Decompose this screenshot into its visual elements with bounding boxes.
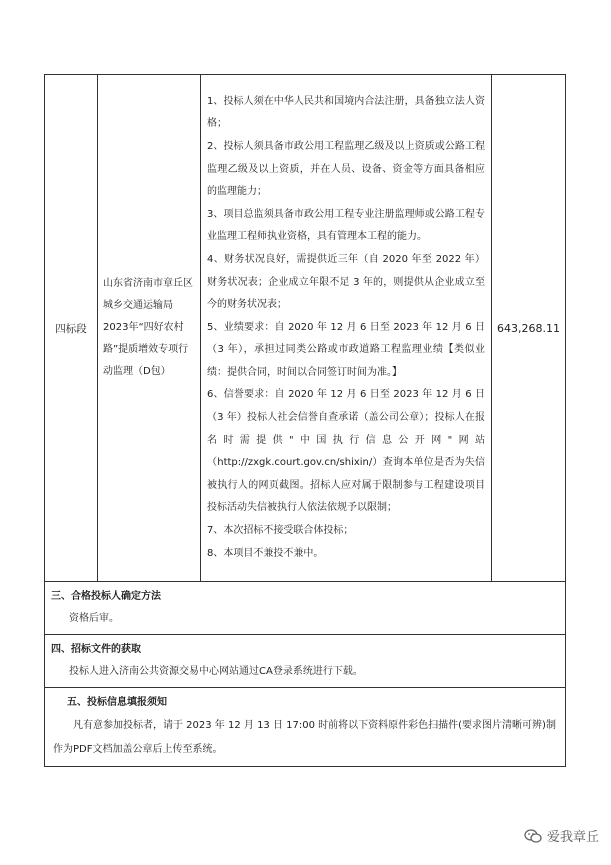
requirement-item: 1、投标人须在中华人民共和国境内合法注册，具备独立法人资格； bbox=[207, 95, 485, 130]
section-text: 资格后审。 bbox=[69, 613, 119, 624]
table-row bbox=[45, 75, 566, 582]
section-row bbox=[45, 688, 566, 767]
amount-cell: 643,268.11 bbox=[492, 75, 566, 582]
section-heading: 三、合格投标人确定方法 bbox=[51, 591, 161, 602]
requirement-item: 3、项目总监须具备市政公用工程专业注册监理师或公路工程专业监理工程师执业资格，具有管理本工程的能力。 bbox=[207, 208, 485, 243]
requirement-item: 6、信誉要求：自 2020 年 12 月 6 日至 2023 年 12 月 6 日（3 年）投标人社会信誉自查承诺（盖公司公章）；投标人在报名时需提供"中国执行信息公开网"网站（http://zxgk.court.gov.cn/shixin/）查询本单位是否为失信被执行人的网页截图。招标人应对属于限制参与工程建设项目投标活动失信被执行人依法依规予以限制； bbox=[207, 389, 485, 514]
section-heading: 五、投标信息填报须知 bbox=[67, 697, 167, 708]
requirement-item: 5、业绩要求：自 2020 年 12 月 6 日至 2023 年 12 月 6 日（3 年），承担过同类公路或市政道路工程监理业绩【类似业绩：提供合同，时间以合同签订时间为准。】 bbox=[207, 321, 485, 378]
requirement-item: 8、本项目不兼投不兼中。 bbox=[207, 547, 324, 559]
project-name-cell: 山东省济南市章丘区城乡交通运输局2023年“四好农村路”提质增效专项行动监理（D包） bbox=[98, 75, 201, 582]
requirements-cell bbox=[201, 75, 492, 582]
lot-cell: 四标段 bbox=[45, 75, 98, 582]
requirement-item: 7、本次招标不接受联合体投标； bbox=[207, 525, 354, 537]
requirement-item: 4、财务状况良好，需提供近三年（自 2020 年至 2022 年）财务状况表；企业成立年限不足 3 年的，则提供从企业成立至今的财务状况表； bbox=[207, 253, 485, 311]
section-row bbox=[45, 635, 566, 688]
watermark-text: 爱我章丘 bbox=[546, 830, 599, 845]
watermark bbox=[524, 826, 599, 845]
wechat-icon bbox=[524, 828, 542, 844]
section-row bbox=[45, 582, 566, 635]
section-heading: 四、招标文件的获取 bbox=[51, 644, 141, 655]
bid-table bbox=[44, 74, 566, 767]
section-text: 投标人进入济南公共资源交易中心网站通过CA登录系统进行下载。 bbox=[69, 666, 363, 677]
requirement-item: 2、投标人须具备市政公用工程监理乙级及以上资质或公路工程监理乙级及以上资质，并在人员、设备、资金等方面具备相应的监理能力； bbox=[207, 140, 485, 198]
section-text: 凡有意参加投标者，请于 2023 年 12 月 13 日 17:00 时前将以下资料原件彩色扫描件(要求图片清晰可辨)制作为PDF文档加盖公章后上传至系统。 bbox=[53, 720, 556, 755]
